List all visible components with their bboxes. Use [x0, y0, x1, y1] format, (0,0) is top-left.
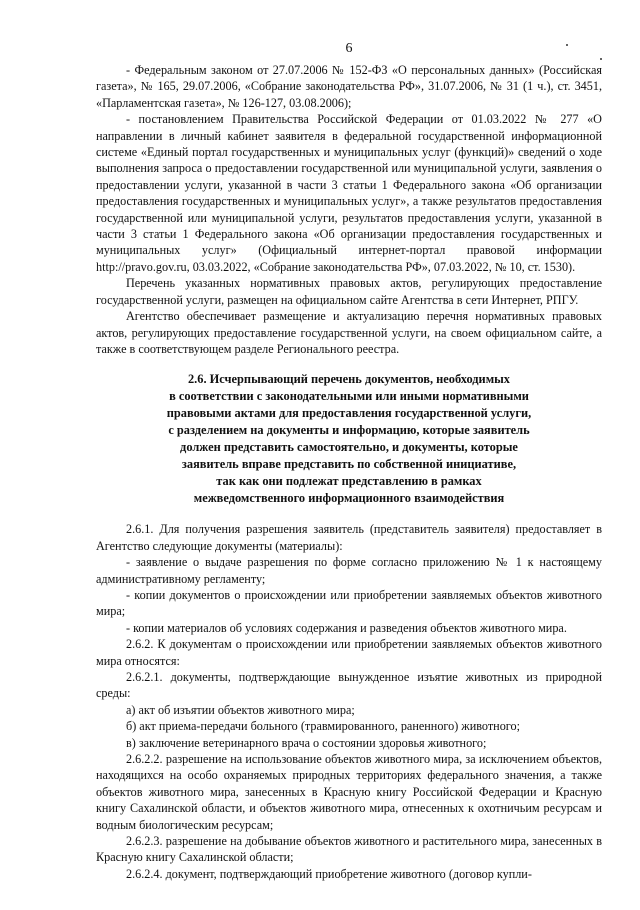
list-item-application: - заявление о выдаче разрешения по форме согласно приложению № 1 к настоящему административному регламенту; — [96, 555, 602, 586]
list-item-a: а) акт об изъятии объектов животного мира; — [126, 702, 355, 717]
scan-speck — [566, 44, 568, 46]
section-title-line: правовыми актами для предоставления государственной услуги, — [166, 406, 532, 421]
section-title-line: заявитель вправе представить по собственной инициативе, — [181, 457, 517, 472]
list-item-origin-copies: - копии документов о происхождении или приобретении заявляемых объектов животного мира; — [96, 587, 602, 619]
paragraph-2-6-2-2: 2.6.2.2. разрешение на использование объектов животного мира, за исключением объектов, находящихся на особо охраняемых природных территориях федерального значения, а также объектов животного мира, занесенных в Красную книгу Российской Федерации и Красную книгу Сахалинской области, и объектов животного мира, отнесенных к охотничьим ресурсам и водным биологическим ресурсам; — [96, 752, 602, 832]
scan-speck — [600, 58, 602, 60]
paragraph-2-6-2: 2.6.2. К документам о происхождении или приобретении заявляемых объектов животного мира относятся: — [96, 637, 602, 668]
document-page — [96, 40, 602, 882]
paragraph-2-6-2-4: 2.6.2.4. документ, подтверждающий приобретение животного (договор купли- — [126, 866, 532, 881]
list-item-v: в) заключение ветеринарного врача о состоянии здоровья животного; — [126, 735, 487, 750]
section-title-line: должен представить самостоятельно, и документы, которые — [180, 440, 518, 455]
paragraph-2-6-1: 2.6.1. Для получения разрешения заявитель (представитель заявителя) предоставляет в Агентство следующие документы (материалы): — [96, 522, 602, 553]
page-number: 6 — [345, 41, 353, 56]
section-title-2-6 — [96, 371, 602, 507]
list-item-b: б) акт приема-передачи больного (травмированного, раненного) животного; — [126, 719, 520, 734]
paragraph-list-published: Перечень указанных нормативных правовых актов, регулирующих предоставление государственной услуги, размещен на официальном сайте Агентства в сети Интернет, РПГУ. — [96, 276, 602, 307]
paragraph-law-152: - Федеральным законом от 27.07.2006 № 152-ФЗ «О персональных данных» (Российская газета», № 165, 29.07.2006, «Собрание законодательства РФ», 31.07.2006, № 31 (1 ч.), ст. 3451, «Парламентская газета», № 126-127, 03.08.2006); — [96, 63, 602, 110]
section-title-line: с разделением на документы и информацию, которые заявитель — [168, 423, 530, 438]
paragraph-decree-277: - постановлением Правительства Российской Федерации от 01.03.2022 № 277 «О направлении в личный кабинет заявителя в федеральной государственной информационной системе «Единый портал государственных и муниципальных услуг (функций)» сведений о ходе выполнения запроса о предоставлении государственной или муниципальной услуги, заявления о предоставлении услуги, указанной в части 3 статьи 1 Федерального закона «Об организации предоставления государственных и муниципальных услуг», а также результатов предоставления государственной или муниципальной услуги, результатов предоставления услуги, указанной в части 3 статьи 1 Федерального закона «Об организации предоставления государственных и муниципальных услуг» (Официальный интернет-портал правовой информации http://pravo.gov.ru, 03.03.2022, «Собрание законодательства РФ», 07.03.2022, № 10, ст. 1530). — [96, 112, 602, 274]
section-title-line: так как они подлежат представлению в рамках — [216, 474, 482, 489]
section-title-line: 2.6. Исчерпывающий перечень документов, необходимых — [187, 372, 511, 387]
section-title-line: в соответствии с законодательными или иными нормативными — [169, 389, 529, 404]
paragraph-2-6-2-3: 2.6.2.3. разрешение на добывание объектов животного и растительного мира, занесенных в Красную книгу Сахалинской области; — [96, 834, 602, 865]
section-title-line: межведомственного информационного взаимодействия — [193, 491, 505, 506]
paragraph-2-6-2-1: 2.6.2.1. документы, подтверждающие вынужденное изъятие животных из природной среды: — [96, 669, 602, 701]
list-item-conditions-copies: - копии материалов об условиях содержания и разведения объектов животного мира. — [126, 620, 567, 635]
paragraph-agency-updates: Агентство обеспечивает размещение и актуализацию перечня нормативных правовых актов, регулирующих предоставление государственной услуги, на своем официальном сайте, а также в соответствующем разделе Регионального реестра. — [96, 309, 602, 356]
